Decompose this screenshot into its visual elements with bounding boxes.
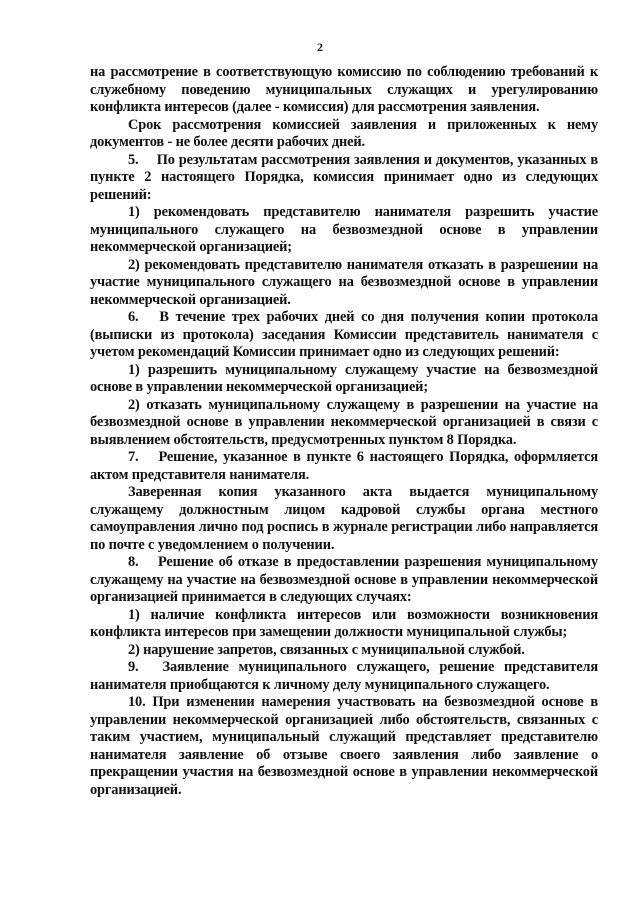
paragraph-item-5: 5. По результатам рассмотрения заявления и документов, указанных в пункте 2 настоящего Порядка, комиссия принимает одно из следующих решений: — [90, 151, 598, 203]
paragraph-item-8: 8. Решение об отказе в предоставлении разрешения муниципальному служащему на участие на безвозмездной основе в управлении некоммерческой организацией принимается в следующих случаях: — [90, 554, 598, 605]
paragraph-item-6-option-1: 1) разрешить муниципальному служащему участие на безвозмездной основе в управлении некоммерческой организацией; — [90, 361, 598, 395]
paragraph-item-10: 10. При изменении намерения участвовать на безвозмездной основе в управлении некоммерческой организацией либо обстоятельств, связанных с таким участием, муниципальный служащий представляет представителю нанимателя заявление об отзыве своего заявления либо заявление о прекращении участия на безвозмездной основе в управлении некоммерческой организацией. — [90, 694, 598, 798]
paragraph-item-6-option-2: 2) отказать муниципальному служащему в разрешении на участие на безвозмездной основе в управлении некоммерческой организацией в связи с выявлением обстоятельств, предусмотренных пунктом 8 Порядка. — [90, 396, 598, 448]
document-body — [90, 64, 598, 799]
paragraph-item-8-case-2: 2) нарушение запретов, связанных с муниципальной службой. — [128, 641, 525, 658]
paragraph-item-8-case-1: 1) наличие конфликта интересов или возможности возникновения конфликта интересов при замещении должности муниципальной службы; — [90, 606, 598, 640]
paragraph-review-period: Срок рассмотрения комиссией заявления и приложенных к нему документов - не более десяти рабочих дней. — [90, 116, 598, 150]
paragraph-item-5-option-1: 1) рекомендовать представителю нанимателя разрешить участие муниципального служащего на безвозмездной основе в управлении некоммерческой организацией; — [90, 204, 598, 255]
paragraph-item-6: 6. В течение трех рабочих дней со дня получения копии протокола (выписки из протокола) заседания Комиссии представитель нанимателя с учетом рекомендаций Комиссии принимает одно из следующих решений: — [90, 309, 598, 360]
paragraph-item-5-option-2: 2) рекомендовать представителю нанимателя отказать в разрешении на участие муниципального служащего на безвозмездной основе в управлении некоммерческой организацией. — [90, 256, 598, 308]
paragraph-certified-copy: Заверенная копия указанного акта выдается муниципальному служащему должностным лицом кадровой службы органа местного самоуправления лично под роспись в журнале регистрации либо направляется по почте с уведомлением о получении. — [90, 484, 598, 553]
page-number: 2 — [317, 40, 323, 54]
paragraph-item-7: 7. Решение, указанное в пункте 6 настоящего Порядка, оформляется актом представителя нанимателя. — [90, 449, 598, 483]
paragraph-item-9: 9. Заявление муниципального служащего, решение представителя нанимателя приобщаются к личному делу муниципального служащего. — [90, 659, 598, 693]
paragraph-continuation: на рассмотрение в соответствующую комиссию по соблюдению требований к служебному поведению муниципальных служащих и урегулированию конфликта интересов (далее - комиссия) для рассмотрения заявления. — [90, 64, 598, 115]
